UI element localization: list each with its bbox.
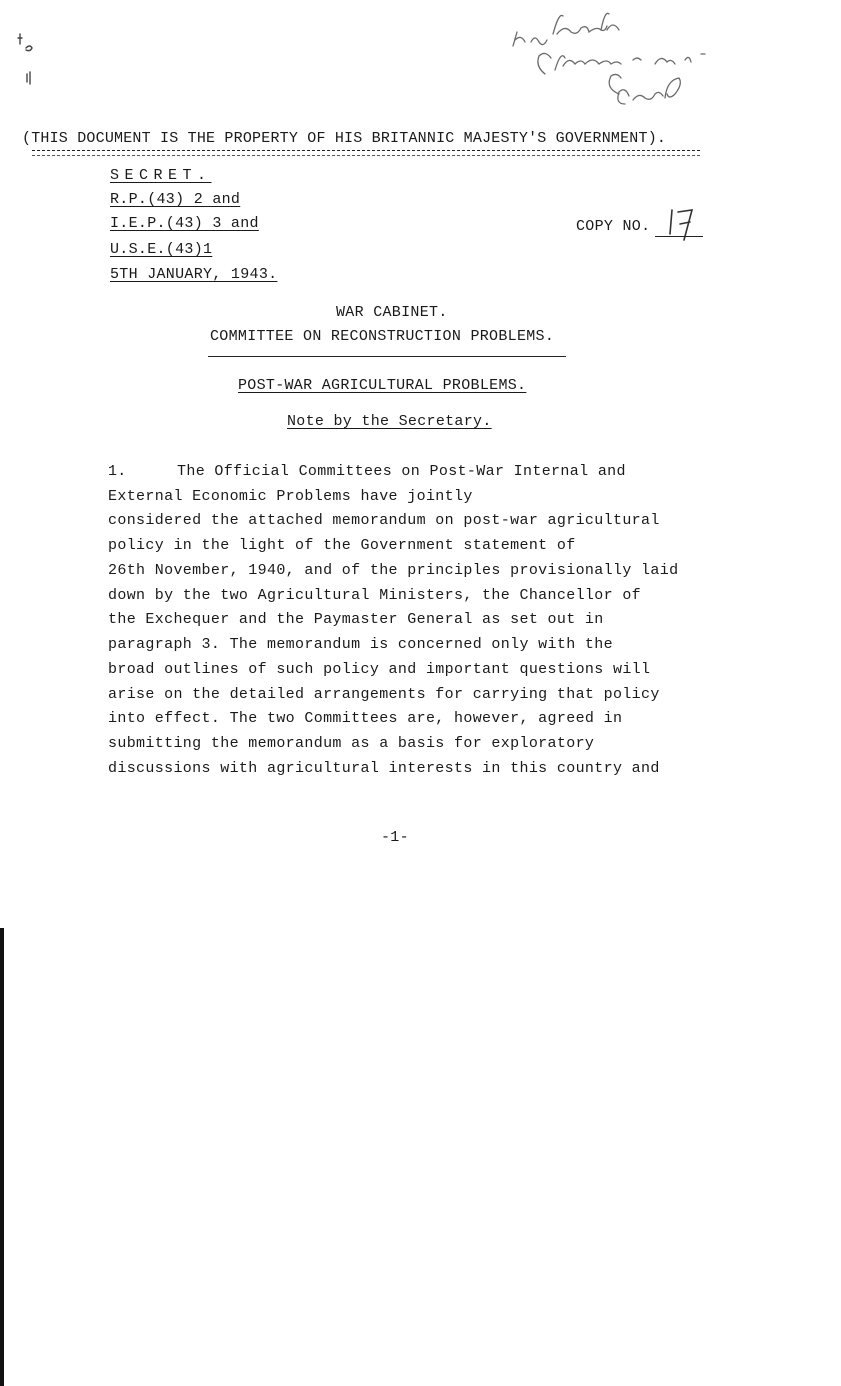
note-heading: Note by the Secretary. [287,413,492,430]
property-notice-rule-lower [32,155,700,156]
property-notice-rule [32,150,700,151]
committee-heading: COMMITTEE ON RECONSTRUCTION PROBLEMS. [210,328,555,345]
committee-heading-rule [208,356,566,357]
body-line: down by the two Agricultural Ministers, the Chancellor of [108,587,642,604]
copy-number-rule [655,236,703,237]
property-notice: (THIS DOCUMENT IS THE PROPERTY OF HIS BRITANNIC MAJESTY'S GOVERNMENT). [22,130,667,147]
reference-iep: I.E.P.(43) 3 and [110,215,259,232]
copy-number-handwritten [660,204,704,244]
body-line: arise on the detailed arrangements for carrying that policy [108,686,660,703]
copy-number-label: COPY NO. [576,218,651,235]
reference-rp: R.P.(43) 2 and [110,191,241,208]
body-line: into effect. The two Committees are, however, agreed in [108,710,623,727]
scan-edge-bar [0,928,4,1386]
paragraph-number: 1. [108,463,127,480]
secret-classification: SECRET. [110,167,212,184]
document-date: 5TH JANUARY, 1943. [110,266,278,283]
copy-number-value: 17 [660,204,662,205]
margin-marks [14,30,44,90]
body-line: submitting the memorandum as a basis for exploratory [108,735,595,752]
subject-heading: POST-WAR AGRICULTURAL PROBLEMS. [238,377,527,394]
body-line: the Exchequer and the Paymaster General as set out in [108,611,604,628]
handwritten-annotation [505,4,725,129]
reference-use: U.S.E.(43)1 [110,241,213,258]
body-line: policy in the light of the Government statement of [108,537,576,554]
body-line: discussions with agricultural interests in this country and [108,760,660,777]
page-number: -1- [381,829,409,846]
body-line: 26th November, 1940, and of the principles provisionally laid [108,562,679,579]
body-line: paragraph 3. The memorandum is concerned only with the [108,636,613,653]
body-line: considered the attached memorandum on post-war agricultural [108,512,660,529]
body-line: External Economic Problems have jointly [108,488,473,505]
body-line: The Official Committees on Post-War Internal and [177,463,626,480]
body-line: broad outlines of such policy and important questions will [108,661,651,678]
war-cabinet-heading: WAR CABINET. [336,304,448,321]
